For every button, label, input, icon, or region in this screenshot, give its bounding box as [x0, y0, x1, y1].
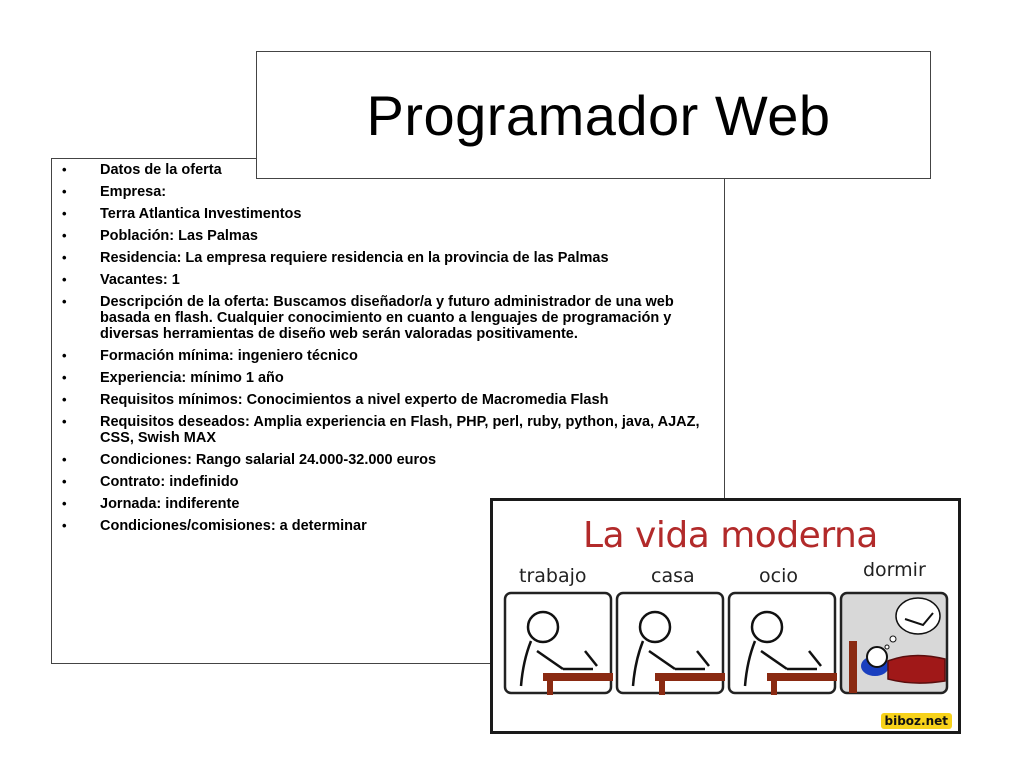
bullet-item: • Jornada: indiferente: [62, 496, 240, 512]
bullet-icon: •: [62, 496, 67, 511]
bullet-item: • Población: Las Palmas: [62, 228, 258, 244]
bullet-icon: •: [62, 272, 67, 287]
bullet-item: • Empresa:: [62, 184, 167, 200]
bullet-icon: •: [62, 452, 67, 467]
bullet-icon: •: [62, 392, 67, 407]
bullet-icon: •: [62, 414, 67, 429]
comic-heading: La vida moderna: [583, 515, 878, 556]
bullet-item: • Condiciones: Rango salarial 24.000-32.000 euros: [62, 452, 437, 468]
bullet-icon: •: [62, 184, 67, 199]
slide-title: Programador Web: [366, 83, 831, 147]
bullet-item: • Contrato: indefinido: [62, 474, 239, 490]
bullet-icon: •: [62, 228, 67, 243]
bullet-icon: •: [62, 518, 67, 533]
panel-label-ocio: ocio: [759, 565, 798, 587]
bullet-item: • Vacantes: 1: [62, 272, 180, 288]
bullet-item: • Requisitos deseados: Amplia experiencia en Flash, PHP, perl, ruby, python, java, AJAZ, CSS, Swish MAX: [62, 414, 700, 446]
bullet-item: • Requisitos mínimos: Conocimientos a nivel experto de Macromedia Flash: [62, 392, 609, 408]
bullet-item: • Terra Atlantica Investimentos: [62, 206, 302, 222]
panel-label-dormir: dormir: [863, 559, 926, 581]
title-box: [256, 51, 931, 179]
bullet-icon: •: [62, 294, 67, 309]
brand-logo: biboz.net: [881, 713, 953, 729]
bullet-item: • Datos de la oferta: [62, 162, 222, 178]
comic-image: [490, 498, 961, 734]
bullet-icon: •: [62, 162, 67, 177]
bullet-icon: •: [62, 474, 67, 489]
bullet-list: [62, 162, 712, 540]
bullet-icon: •: [62, 206, 67, 221]
bullet-item: • Experiencia: mínimo 1 año: [62, 370, 284, 386]
bullet-icon: •: [62, 370, 67, 385]
panel-label-trabajo: trabajo: [519, 565, 587, 587]
bullet-item: • Residencia: La empresa requiere residencia en la provincia de las Palmas: [62, 250, 609, 266]
bullet-item: • Condiciones/comisiones: a determinar: [62, 518, 367, 534]
bullet-icon: •: [62, 348, 67, 363]
bullet-icon: •: [62, 250, 67, 265]
bullet-item: • Descripción de la oferta: Buscamos diseñador/a y futuro administrador de una web basada en flash. Cualquier conocimiento en cuanto a lenguajes de programación y diversas herramientas de diseño web serán valoradas positivamente.: [62, 294, 674, 342]
panel-label-casa: casa: [651, 565, 695, 587]
bullet-item: • Formación mínima: ingeniero técnico: [62, 348, 358, 364]
